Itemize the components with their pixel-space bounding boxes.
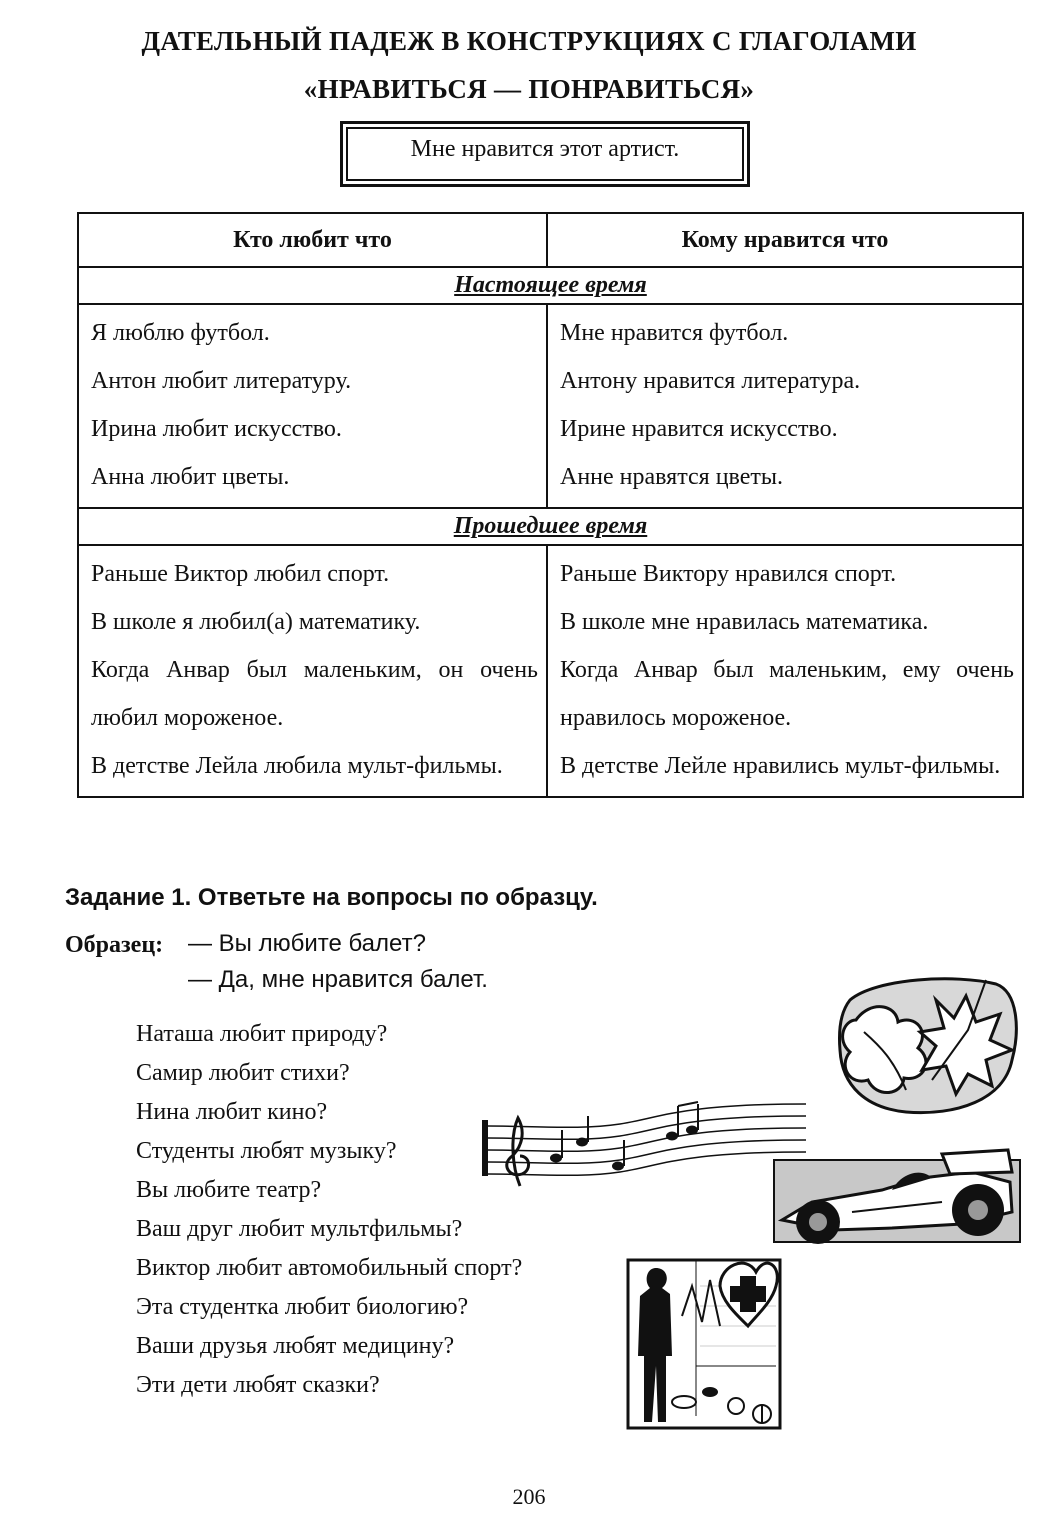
- header-who-loves-what: Кто любит что: [78, 213, 547, 267]
- table-row: [78, 545, 1023, 797]
- grammar-table: [77, 212, 1024, 798]
- race-car-icon: [772, 1132, 1022, 1244]
- sentence: Когда Анвар был маленьким, он очень любил мороженое.: [91, 657, 538, 731]
- question-list: [136, 1015, 522, 1405]
- sample-answer: — Да, мне нравится балет.: [188, 966, 488, 993]
- sentence: В детстве Лейле нравились мульт-фильмы.: [560, 753, 1001, 779]
- header-who-likes-what: Кому нравится что: [547, 213, 1023, 267]
- list-item: Нина любит кино?: [136, 1099, 328, 1125]
- task-title: Задание 1. Ответьте на вопросы по образцу.: [65, 884, 598, 911]
- table-row: [78, 304, 1023, 508]
- list-item: Наташа любит природу?: [136, 1021, 388, 1047]
- music-staff-icon: [480, 1096, 810, 1196]
- page-number: 206: [512, 1484, 546, 1509]
- sentence: Анне нравятся цветы.: [560, 464, 783, 490]
- section-present: [78, 267, 1023, 304]
- list-item: Эта студентка любит биологию?: [136, 1294, 469, 1320]
- example-box: [340, 121, 750, 187]
- sentence: Ирина любит искусство.: [91, 416, 342, 442]
- example-sentence: Мне нравится этот артист.: [410, 136, 680, 162]
- sentence: В детстве Лейла любила мульт-фильмы.: [91, 753, 503, 779]
- table-header-row: [78, 213, 1023, 267]
- section-past-label: Прошедшее время: [453, 513, 648, 539]
- list-item: Студенты любят музыку?: [136, 1138, 397, 1164]
- sentence: Когда Анвар был маленьким, ему очень нравилось мороженое.: [560, 657, 1014, 731]
- section-present-label: Настоящее время: [454, 272, 647, 298]
- medicine-icon: [626, 1246, 784, 1430]
- sample-label: Образец:: [65, 932, 164, 958]
- section-past: [78, 508, 1023, 545]
- sentence: Антону нравится литература.: [560, 368, 861, 394]
- page-title: ДАТЕЛЬНЫЙ ПАДЕЖ В КОНСТРУКЦИЯХ С ГЛАГОЛАМИ: [141, 26, 917, 56]
- past-left-cell: [78, 545, 547, 797]
- sample-question: — Вы любите балет?: [188, 930, 426, 957]
- list-item: Эти дети любят сказки?: [136, 1372, 380, 1398]
- sentence: Антон любит литературу.: [91, 368, 352, 394]
- sentence: В школе я любил(а) математику.: [91, 609, 421, 635]
- present-right-cell: [547, 304, 1023, 508]
- sentence: Раньше Виктор любил спорт.: [91, 561, 390, 587]
- sentence: Раньше Виктору нравился спорт.: [560, 561, 897, 587]
- page-subtitle: «НРАВИТЬСЯ — ПОНРАВИТЬСЯ»: [303, 74, 755, 104]
- list-item: Ваш друг любит мультфильмы?: [136, 1216, 463, 1242]
- list-item: Виктор любит автомобильный спорт?: [136, 1255, 523, 1281]
- leaves-icon: [836, 970, 1022, 1120]
- sentence: В школе мне нравилась математика.: [560, 609, 929, 635]
- past-right-cell: [547, 545, 1023, 797]
- list-item: Самир любит стихи?: [136, 1060, 350, 1086]
- sentence: Анна любит цветы.: [91, 464, 290, 490]
- present-left-cell: [78, 304, 547, 508]
- sentence: Мне нравится футбол.: [560, 320, 789, 346]
- list-item: Ваши друзья любят медицину?: [136, 1333, 455, 1359]
- sentence: Ирине нравится искусство.: [560, 416, 838, 442]
- sentence: Я люблю футбол.: [91, 320, 270, 346]
- list-item: Вы любите театр?: [136, 1177, 322, 1203]
